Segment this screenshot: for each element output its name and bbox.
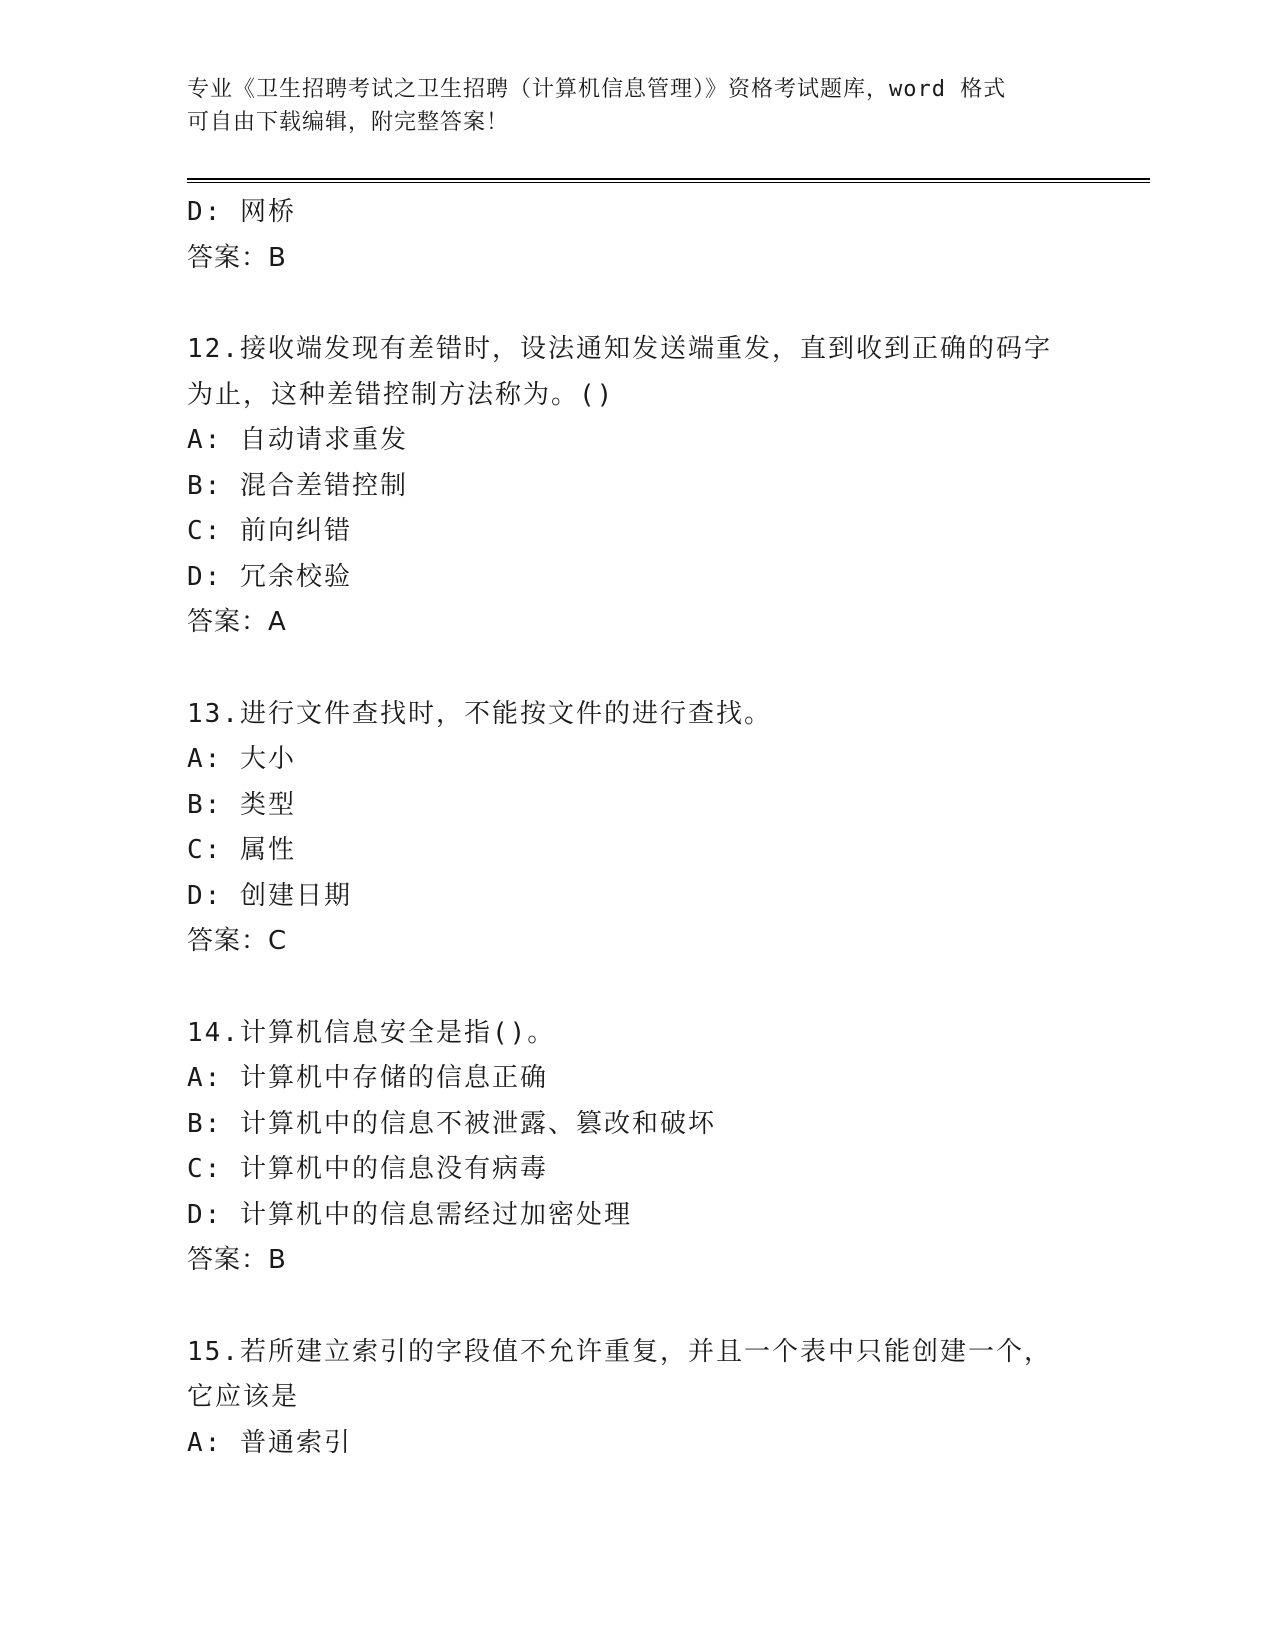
option-a: A: 普通索引	[187, 1427, 352, 1458]
question-14	[187, 1011, 1087, 1284]
option-c: C: 计算机中的信息没有病毒	[187, 1154, 548, 1184]
document-header	[187, 73, 1087, 139]
option-d: D: 冗余校验	[187, 561, 352, 592]
question-text-continued: 它应该是	[187, 1382, 300, 1412]
answer-label: 答案：C	[187, 926, 288, 956]
header-line-1: 专业《卫生招聘考试之卫生招聘（计算机信息管理）》资格考试题库，word 格式	[187, 77, 1007, 102]
answer-label: 答案：B	[187, 1245, 287, 1275]
header-line-2: 可自由下载编辑，附完整答案！	[187, 110, 510, 135]
option-a: A: 大小	[187, 744, 296, 774]
header-rule-bottom	[187, 182, 1150, 183]
question-list	[187, 190, 1087, 1466]
question-text: 13.进行文件查找时，不能按文件的进行查找。	[187, 698, 772, 729]
option-d: D: 计算机中的信息需经过加密处理	[187, 1199, 632, 1230]
option-b: B: 计算机中的信息不被泄露、篡改和破坏	[187, 1108, 716, 1139]
option-c: C: 前向纠错	[187, 516, 352, 546]
question-text: 12.接收端发现有差错时，设法通知发送端重发，直到收到正确的码字	[187, 334, 1052, 364]
option-d: D: 创建日期	[187, 880, 352, 911]
question-12	[187, 327, 1087, 646]
option-a: A: 自动请求重发	[187, 425, 408, 455]
question-11-tail	[187, 190, 1087, 281]
question-text: 15.若所建立索引的字段值不允许重复，并且一个表中只能创建一个，	[187, 1336, 1052, 1367]
option-d: D: 网桥	[187, 197, 296, 227]
header-rule-top	[187, 178, 1150, 180]
option-b: B: 类型	[187, 789, 296, 820]
option-a: A: 计算机中存储的信息正确	[187, 1063, 548, 1093]
option-b: B: 混合差错控制	[187, 470, 408, 501]
question-15	[187, 1330, 1087, 1467]
answer-label: 答案：A	[187, 607, 287, 637]
question-text-continued: 为止，这种差错控制方法称为。()	[187, 379, 615, 410]
answer-label: 答案：B	[187, 242, 287, 273]
question-13	[187, 692, 1087, 965]
question-text: 14.计算机信息安全是指()。	[187, 1017, 556, 1048]
option-c: C: 属性	[187, 835, 296, 865]
